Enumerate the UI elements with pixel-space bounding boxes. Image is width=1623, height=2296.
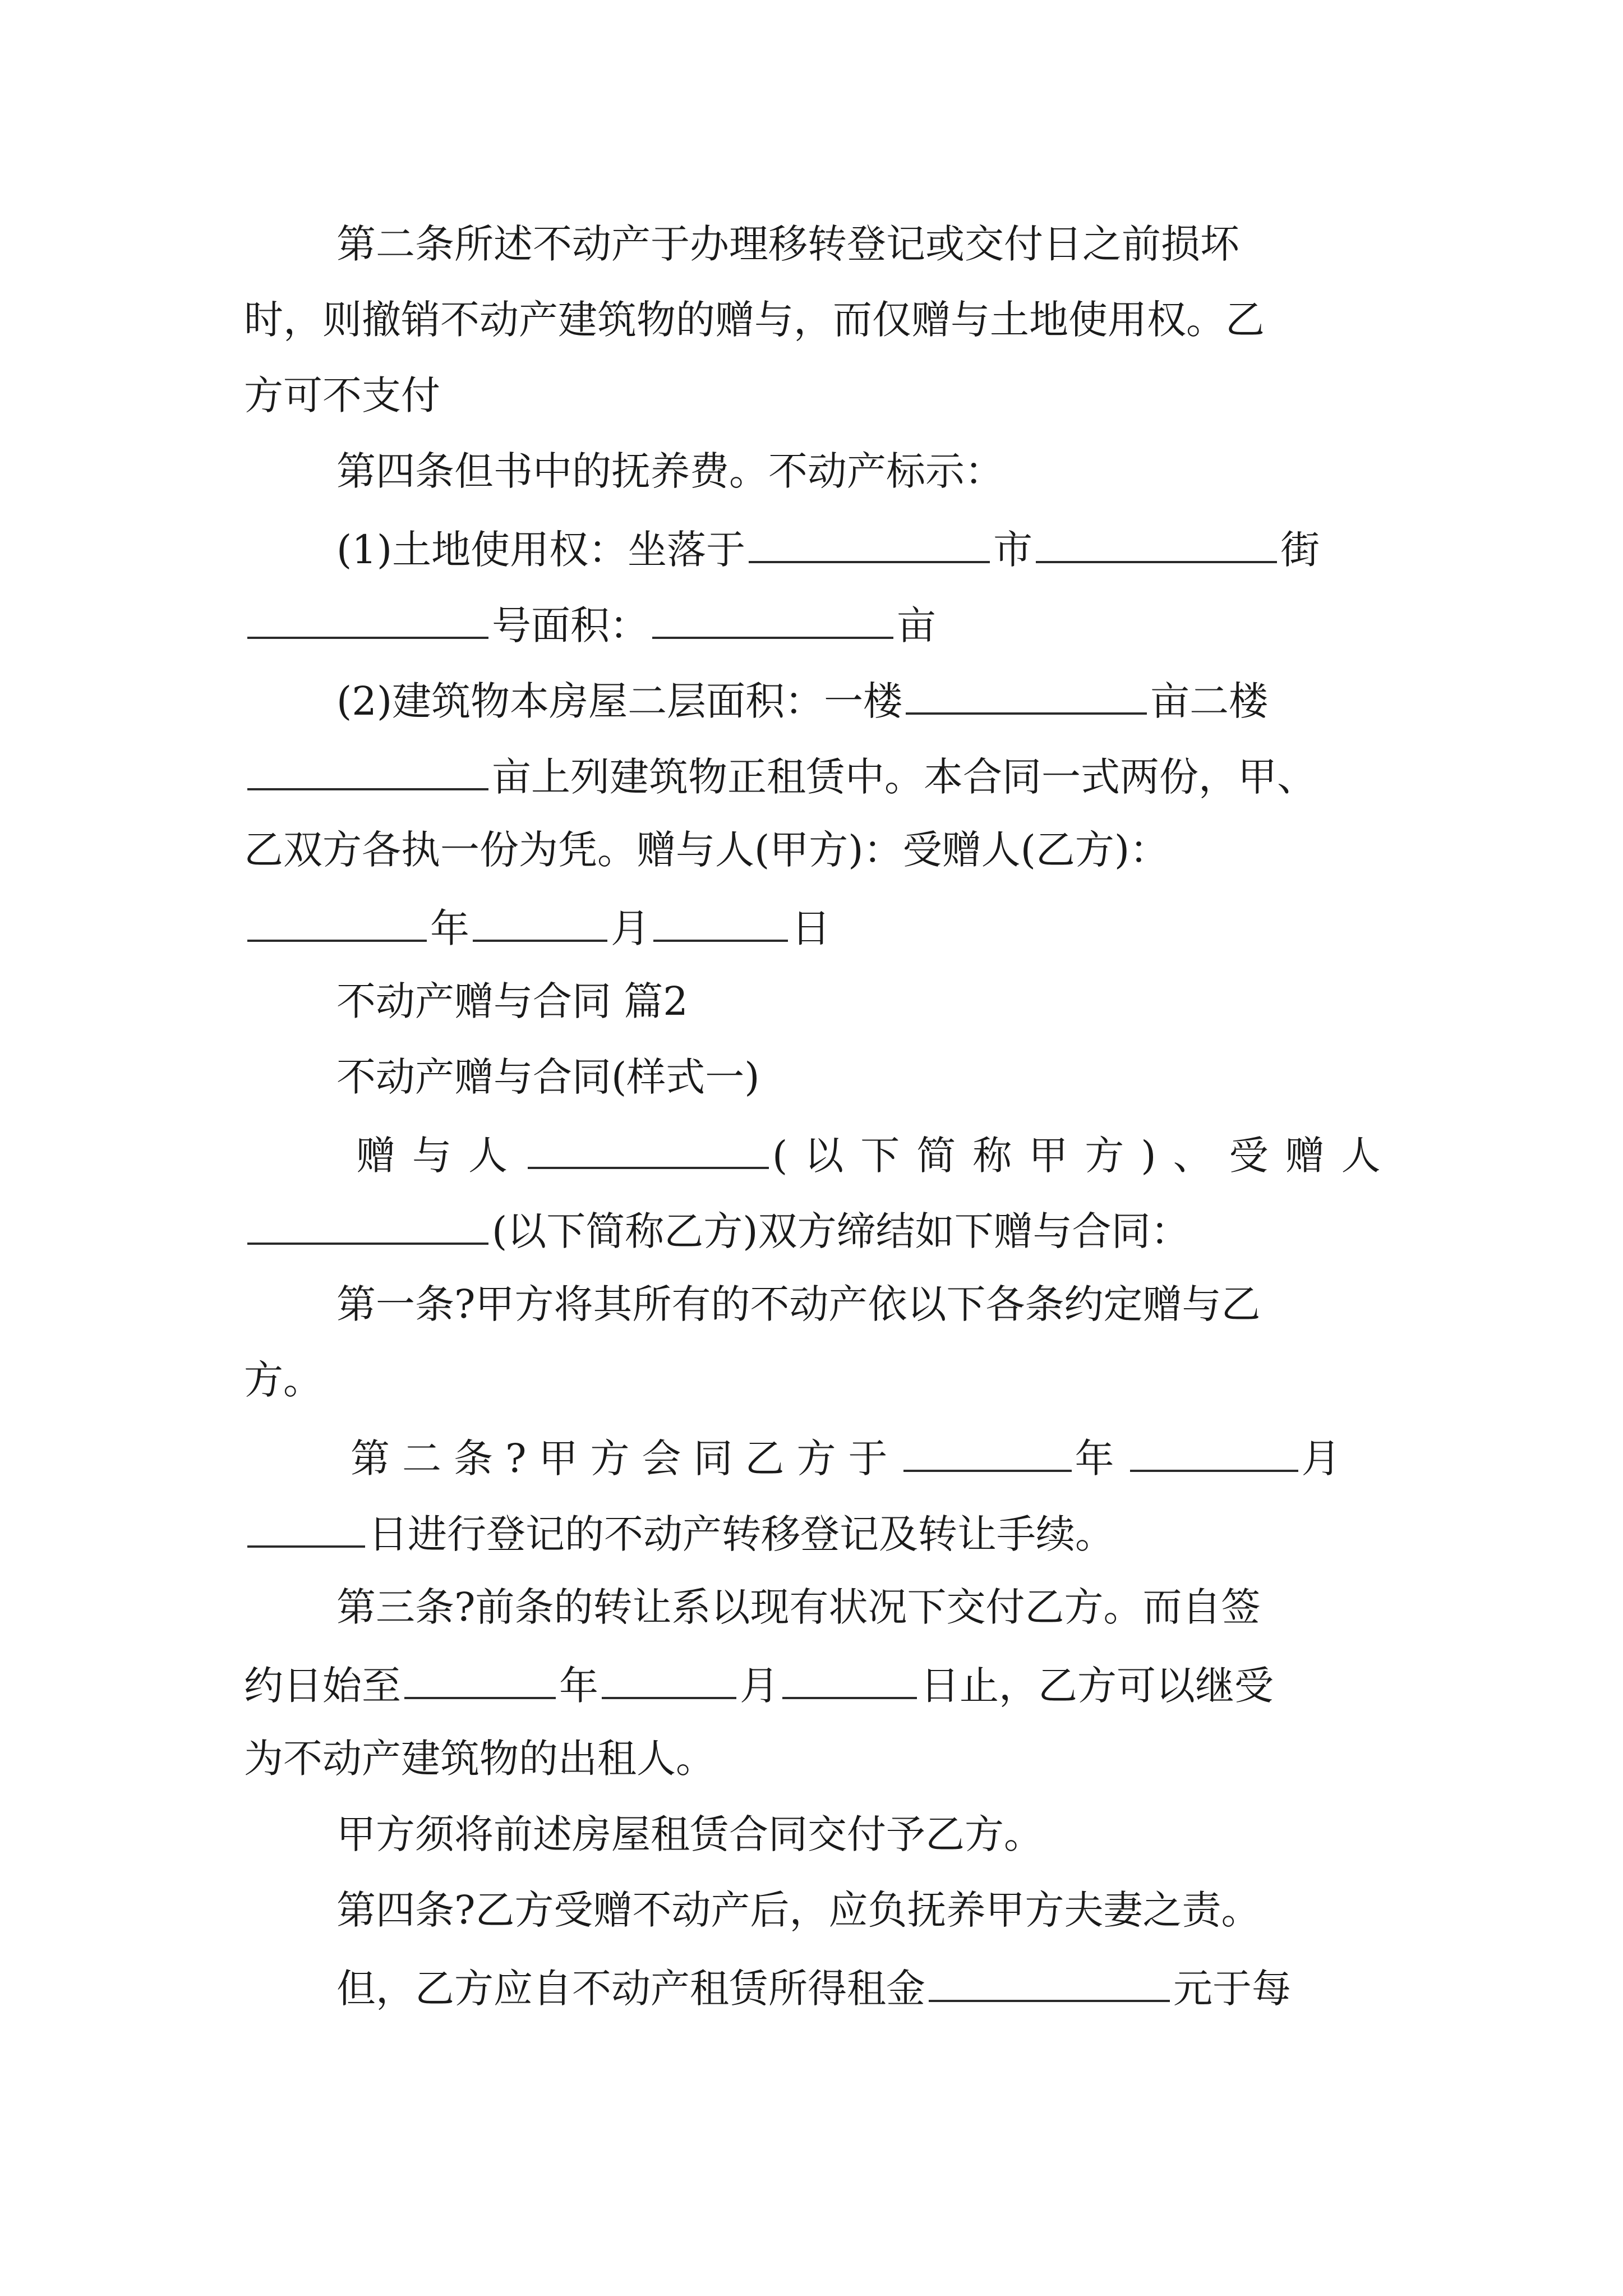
text-line — [244, 365, 440, 426]
text-segment: 月 — [1301, 1435, 1353, 1481]
text-line — [336, 213, 1239, 275]
text-line — [244, 819, 1169, 881]
fill-in-blank — [749, 516, 990, 563]
text-segment: 亩二楼 — [1150, 678, 1269, 724]
text-line — [336, 1576, 1261, 1638]
fill-in-blank — [528, 1122, 769, 1169]
text-segment: 第一条?甲方将其所有的不动产依以下各条约定赠与乙 — [336, 1281, 1261, 1327]
text-segment: (2)建筑物本房屋二层面积：一楼 — [336, 678, 903, 724]
text-segment: 约日始至 — [244, 1663, 401, 1709]
text-segment: 不动产赠与合同 篇2 — [336, 978, 688, 1024]
text-line — [244, 1198, 1190, 1259]
text-segment: 甲方须将前述房屋租赁合同交付予乙方。 — [336, 1811, 1043, 1857]
fill-in-blank — [903, 1425, 1072, 1472]
text-line — [244, 289, 1265, 351]
text-segment: 号面积： — [492, 602, 649, 648]
fill-in-blank — [1036, 516, 1277, 563]
section-heading — [336, 970, 688, 1032]
fill-in-blank — [247, 895, 427, 942]
text-line — [336, 516, 1320, 578]
text-segment: 日止，乙方可以继受 — [920, 1663, 1274, 1709]
fill-in-blank — [247, 592, 488, 639]
text-segment: 方。 — [244, 1357, 322, 1403]
text-segment: 年 — [430, 905, 469, 951]
text-segment: 不动产赠与合同(样式一) — [336, 1054, 760, 1100]
text-segment: 第二条所述不动产于办理移转登记或交付日之前损坏 — [336, 221, 1239, 267]
text-segment: 年 — [559, 1663, 598, 1709]
text-line — [336, 1803, 1043, 1865]
text-segment: 第二条?甲方会同乙方于 — [351, 1435, 900, 1481]
fill-in-blank — [404, 1652, 556, 1699]
text-line — [336, 1879, 1261, 1941]
text-segment: 为不动产建筑物的出租人。 — [244, 1736, 715, 1782]
fill-in-blank — [602, 1652, 736, 1699]
text-line — [356, 1122, 1398, 1184]
text-segment: 日进行登记的不动产转移登记及转让手续。 — [368, 1511, 1114, 1557]
text-line — [336, 440, 1004, 502]
text-segment: 第三条?前条的转让系以现有状况下交付乙方。而自签 — [336, 1584, 1261, 1630]
text-segment: 第四条?乙方受赠不动产后，应负抚养甲方夫妻之责。 — [336, 1887, 1261, 1933]
text-line — [244, 1349, 322, 1411]
text-segment: 第四条但书中的抚养费。不动产标示： — [336, 448, 1004, 494]
text-segment: 方可不支付 — [244, 372, 440, 418]
text-segment: (1)土地使用权：坐落于 — [336, 527, 746, 573]
text-segment: (以下简称乙方)双方缔结如下赠与合同： — [492, 1208, 1190, 1254]
fill-in-blank — [1130, 1425, 1298, 1472]
text-segment: 时，则撤销不动产建筑物的赠与，而仅赠与土地使用权。乙 — [244, 297, 1265, 343]
text-segment: 市 — [993, 527, 1033, 573]
text-segment: (以下简称甲方)、受赠人 — [772, 1133, 1398, 1179]
fill-in-blank — [247, 1501, 365, 1548]
text-line — [244, 1652, 1274, 1714]
text-segment: 街 — [1280, 527, 1320, 573]
text-segment: 月 — [740, 1663, 779, 1709]
fill-in-blank — [473, 895, 607, 942]
fill-in-blank — [652, 592, 893, 639]
text-segment: 乙双方各执一份为凭。赠与人(甲方)：受赠人(乙方)： — [244, 827, 1169, 873]
text-segment: 元于每 — [1173, 1966, 1291, 2012]
text-segment: 亩 — [897, 602, 936, 648]
document-title — [336, 1046, 760, 1108]
fill-in-blank — [247, 743, 488, 790]
fill-in-blank — [906, 668, 1147, 715]
text-segment: 日 — [791, 905, 831, 951]
fill-in-blank — [929, 1955, 1170, 2002]
text-line — [244, 895, 831, 956]
text-segment: 月 — [611, 905, 650, 951]
text-line — [244, 1501, 1114, 1562]
text-line — [244, 1728, 715, 1789]
fill-in-blank — [782, 1652, 917, 1699]
text-line — [244, 592, 936, 654]
fill-in-blank — [653, 895, 788, 942]
text-segment: 年 — [1075, 1435, 1127, 1481]
text-segment: 赠与人 — [356, 1133, 524, 1179]
text-line — [336, 668, 1268, 729]
text-segment: 亩上列建筑物正租赁中。本合同一式两份，甲、 — [492, 754, 1316, 800]
text-line — [351, 1425, 1353, 1487]
fill-in-blank — [247, 1198, 488, 1245]
text-line — [244, 743, 1316, 805]
text-line — [336, 1955, 1291, 2017]
text-segment: 但，乙方应自不动产租赁所得租金 — [336, 1966, 925, 2012]
text-line — [336, 1273, 1261, 1335]
